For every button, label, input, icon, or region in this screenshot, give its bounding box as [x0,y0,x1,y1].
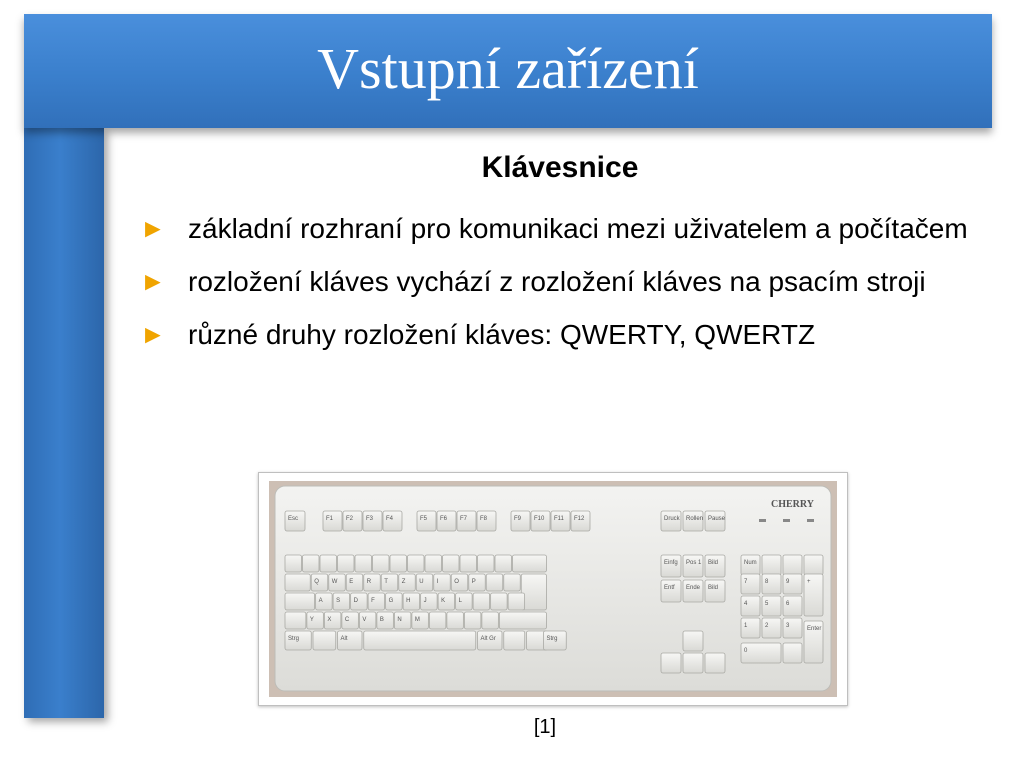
key-legend: H [406,598,411,604]
key-legend: Strg [288,636,300,642]
keyboard-key [661,653,681,673]
key-legend: 4 [744,601,748,607]
key-legend: F1 [326,516,334,522]
key-legend: Entf [664,585,675,591]
keyboard-photo [269,481,837,697]
keyboard-key [364,631,476,650]
key-legend: T [384,579,388,585]
keyboard-key [705,580,725,602]
keyboard-key [285,593,315,610]
keyboard-key [313,631,336,650]
key-legend: K [441,598,446,604]
key-legend: Bild [708,585,719,591]
keyboard-key [303,555,320,572]
key-legend: N [397,617,402,623]
keyboard-key [478,555,495,572]
bullet-arrow-icon: ► [140,319,166,349]
key-legend: Einfg [664,560,678,566]
keyboard-key [508,593,525,610]
key-legend: Esc [288,516,299,522]
key-legend: Strg [546,636,558,642]
key-legend: J [423,598,427,604]
key-legend: F9 [514,516,522,522]
keyboard-key [495,555,512,572]
keyboard-key [285,574,310,591]
key-legend: U [419,579,424,585]
key-legend: W [331,579,338,585]
keyboard-key [338,555,355,572]
key-legend: F7 [460,516,468,522]
keyboard-key [464,612,481,629]
key-legend: F10 [534,516,545,522]
key-legend: R [366,579,372,585]
keyboard-key [521,574,546,610]
keyboard-key [683,631,703,651]
key-legend: O [454,579,459,585]
key-legend: 8 [765,579,769,585]
key-legend: F3 [366,516,374,522]
key-legend: D [353,598,358,604]
key-legend: Num [744,560,757,566]
keyboard-key [373,555,390,572]
key-legend: B [379,617,384,623]
left-accent-bar [24,128,104,718]
keyboard-key [783,555,802,575]
keyboard-key [504,631,525,650]
key-legend: 1 [744,623,748,629]
key-legend: I [436,579,439,585]
key-legend: F12 [574,516,585,522]
key-legend: P [471,579,476,585]
key-legend: 2 [765,623,769,629]
key-legend: Druck [664,516,680,522]
section-subheading: Klávesnice [481,151,639,184]
keyboard-key [683,653,703,673]
key-legend: Ende [686,585,701,591]
keyboard-key [443,555,460,572]
keyboard-key [499,612,546,629]
bullet-item [140,316,990,353]
bullet-list [140,210,990,369]
key-legend: C [344,617,350,623]
bullet-text: různé druhy rozložení kláves: QWERTY, QWERTZ [188,319,816,350]
keyboard-key [320,555,337,572]
keyboard-key [408,555,425,572]
keyboard-key [429,612,446,629]
bullet-item [140,210,990,247]
keyboard-key [783,643,802,663]
bullet-item [140,263,990,300]
key-legend: F [371,598,375,604]
keyboard-key [285,555,302,572]
key-legend: Rollen [686,516,704,522]
bullet-text: rozložení kláves vychází z rozložení kláves na psacím stroji [188,266,926,297]
keyboard-key [486,574,503,591]
key-legend: F6 [440,516,448,522]
slide-title: Vstupní zařízení [317,36,699,101]
keyboard-key [804,555,823,575]
bullet-arrow-icon: ► [140,266,166,296]
key-legend: Pause [708,516,726,522]
keyboard-key [425,555,442,572]
key-legend: F5 [420,516,428,522]
key-legend: S [336,598,341,604]
key-legend: 3 [786,623,790,629]
key-legend: Alt Gr [480,636,496,642]
key-legend: Q [314,579,319,585]
key-legend: 7 [744,579,748,585]
keyboard-key [705,555,725,577]
key-legend: 9 [786,579,790,585]
keyboard-key [513,555,547,572]
keyboard-key [683,580,703,602]
keyboard-photo-frame [258,472,848,706]
keyboard-key [390,555,407,572]
keyboard-key [683,555,703,577]
key-legend: F2 [346,516,354,522]
keyboard-key [661,555,681,577]
key-legend: M [414,617,420,623]
keyboard-key [447,612,464,629]
keyboard-key [504,574,521,591]
keyboard-key [705,653,725,673]
key-legend: 5 [765,601,769,607]
keyboard-key [473,593,490,610]
bullet-arrow-icon: ► [140,213,166,243]
key-legend: Y [309,617,314,623]
bullet-text: základní rozhraní pro komunikaci mezi uživatelem a počítačem [188,213,968,244]
key-legend: V [362,617,367,623]
key-legend: Z [401,579,406,585]
keyboard-key [482,612,499,629]
keyboard-key [661,580,681,602]
key-legend: F4 [386,516,394,522]
key-legend: Bild [708,560,719,566]
keyboard-key [285,612,306,629]
key-legend: Alt [340,636,348,642]
keyboard-key [460,555,477,572]
image-caption: [1] [533,716,557,738]
keyboard-key [355,555,372,572]
key-legend: 6 [786,601,790,607]
key-legend: E [349,579,354,585]
key-legend: Enter [807,626,822,632]
key-legend: 0 [744,648,748,654]
key-legend: F11 [554,516,564,522]
key-legend: F8 [480,516,488,522]
key-legend: X [327,617,332,623]
key-legend: Pos 1 [686,560,702,566]
key-legend: + [807,579,811,585]
brand-logo: CHERRY [771,499,814,510]
key-legend: A [318,598,323,604]
key-legend: G [388,598,394,604]
keyboard-key [491,593,508,610]
key-legend: L [458,598,462,604]
keyboard-key [762,555,781,575]
